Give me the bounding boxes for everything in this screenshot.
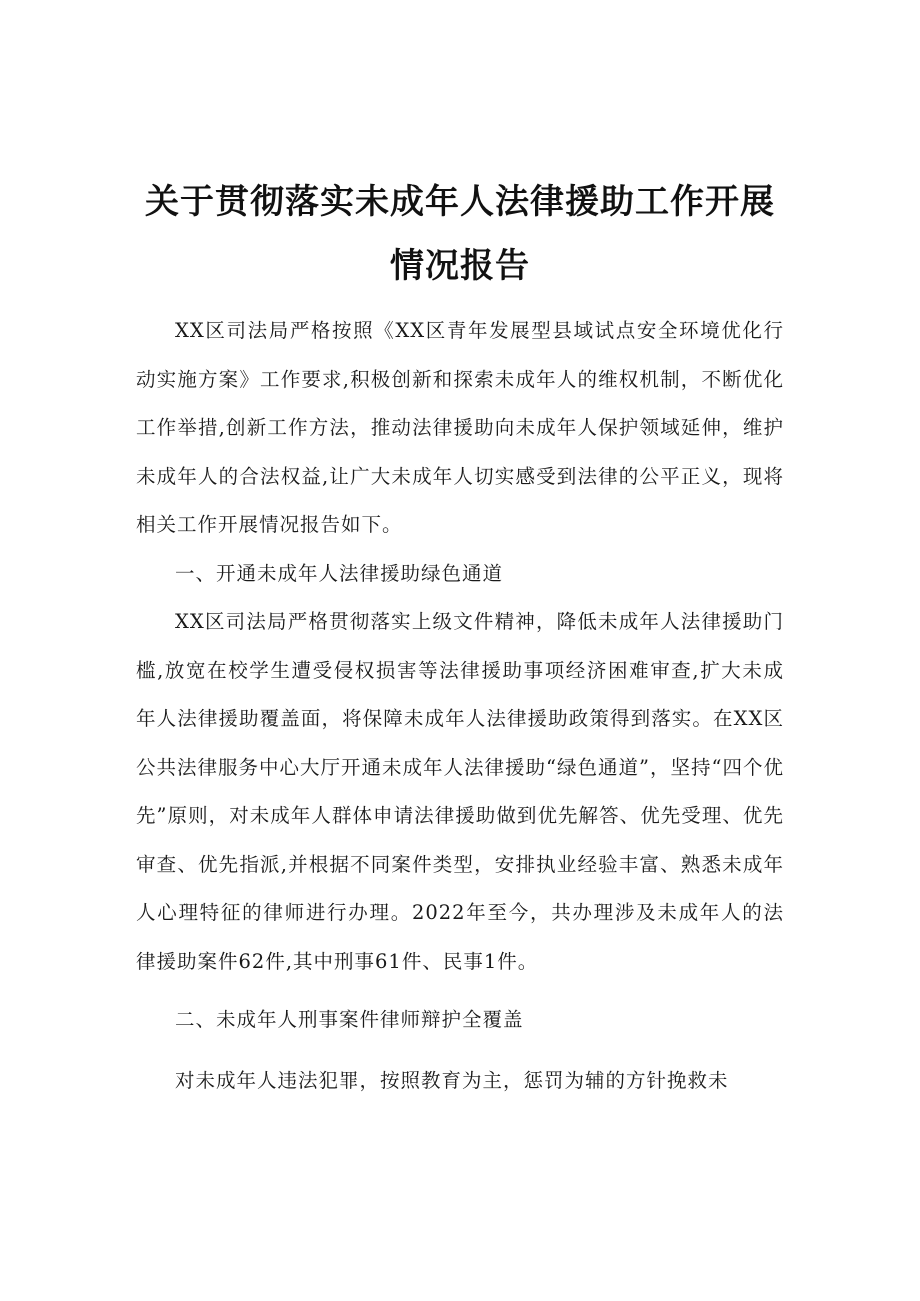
section-heading-1: 一、开通未成年人法律援助绿色通道 bbox=[175, 561, 504, 585]
title-line-1: 关于贯彻落实未成年人法律援助工作开展 bbox=[145, 182, 775, 222]
section-2-paragraph: 对未成年人违法犯罪，按照教育为主，惩罚为辅的方针挽救未 bbox=[175, 1068, 729, 1092]
section-heading-2: 二、未成年人刑事案件律师辩护全覆盖 bbox=[175, 1008, 524, 1031]
intro-paragraph: XX区司法局严格按照《XX区青年发展型县域试点安全环境优化行动实施方案》工作要求,积极创新和探索未成年人的维权机制，不断优化工作举措,创新工作方法，推动法律援助向未成年人保护领域延伸，维护未成年人的合法权益,让广大未成年人切实感受到法律的公平正义，现将相关工作开展情况报告如下。 bbox=[136, 319, 784, 536]
document-body bbox=[136, 307, 784, 1105]
document-title bbox=[100, 170, 820, 298]
section-1-paragraph: XX区司法局严格贯彻落实上级文件精神，降低未成年人法律援助门槛,放宽在校学生遭受侵权损害等法律援助事项经济困难审查,扩大未成年人法律援助覆盖面，将保障未成年人法律援助政策得到落实。在XX区公共法律服务中心大厅开通未成年人法律援助“绿色通道”，坚持“四个优先”原则，对未成年人群体申请法律援助做到优先解答、优先受理、优先审查、优先指派,并根据不同案件类型，安排执业经验丰富、熟悉未成年人心理特征的律师进行办理。2022年至今，共办理涉及未成年人的法律援助案件62件,其中刑事61件、民事1件。 bbox=[136, 610, 784, 973]
title-line-2: 情况报告 bbox=[390, 246, 530, 286]
